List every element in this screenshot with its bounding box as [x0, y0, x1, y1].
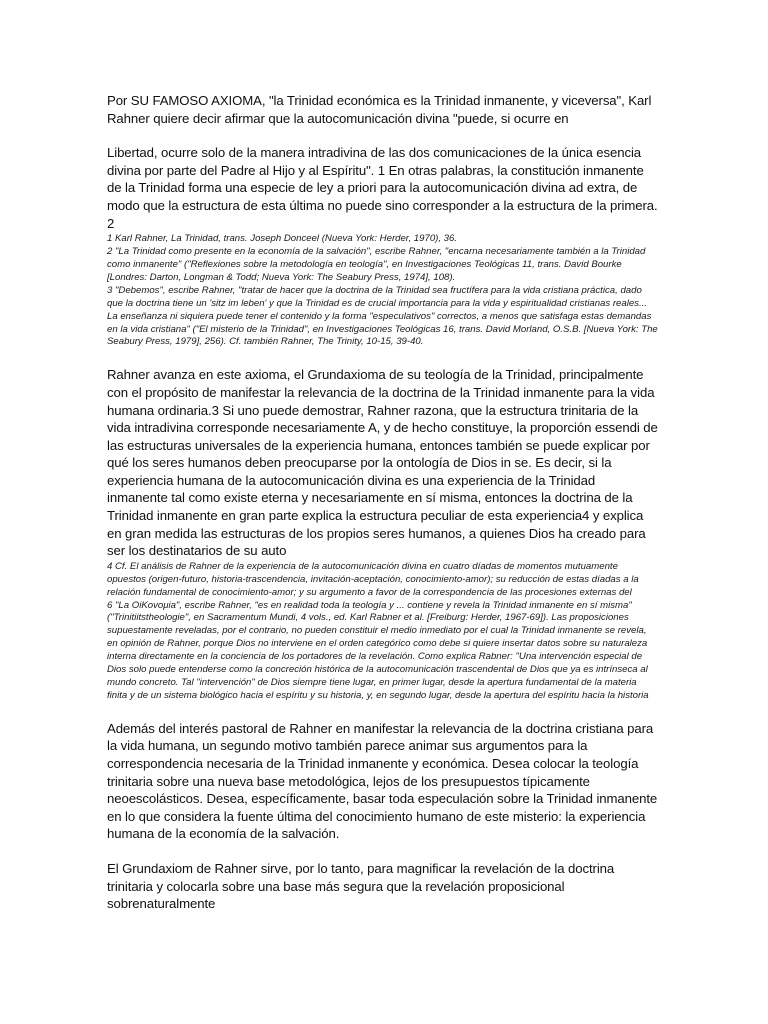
footnote-1: 1 Karl Rahner, La Trinidad, trans. Joseph Donceel (Nueva York: Herder, 1970), 36. [107, 233, 458, 245]
footnotes-block-2 [107, 561, 659, 703]
paragraph-libertad: Libertad, ocurre solo de la manera intradivina de las dos comunicaciones de la única esencia divina por parte del Padre al Hijo y al Espíritu". 1 En otras palabras, la constitución inmanente de la Trinidad forma una especie de ley a priori para la autocomunicación divina ad extra, de modo que la estructura de esta última no puede sino corresponder a la estructura de la primera. 2 [107, 145, 658, 231]
document-page [107, 92, 659, 913]
paragraph-grundaxiom: El Grundaxiom de Rahner sirve, por lo tanto, para magnificar la revelación de la doctrina trinitaria y colocarla sobre una base más segura que la revelación proposicional sobrenaturalmente [107, 860, 615, 912]
footnote-4: 4 Cf. El análisis de Rahner de la experiencia de la autocomunicación divina en cuatro díadas de momentos mutuamente opuestos (origen-futuro, historia-trascendencia, invitación-aceptación, conocimiento-amor); su reducción de estas díadas a la relación fundamental de conocimiento-amor; y su argumento a favor de la correspondencia de las procesiones externas del [107, 560, 639, 598]
footnote-3: 3 "Debemos", escribe Rahner, "tratar de hacer que la doctrina de la Trinidad sea fructífera para la vida cristiana práctica, dado que la doctrina tiene un 'sitz im leben' y que la Trinidad es de crucial importancia para la vida y espiritualidad cristianas reales... La enseñanza ni siquiera puede tener el contenido y la forma "especulativos" correctos, a menos que satisfaga estas demandas en la vida cristiana" ("El misterio de la Trinidad", en Investigaciones Teológicas 16, trans. David Morland, O.S.B. [Nueva York: The Seabury Press, 1979], 256). Cf. también Rahner, The Trinity, 10-15, 39-40. [107, 284, 658, 348]
paragraph-intro: Por SU FAMOSO AXIOMA, "la Trinidad económica es la Trinidad inmanente, y viceversa", Karl Rahner quiere decir afirmar que la autocomunicación divina "puede, si ocurre en [107, 93, 652, 126]
footnote-6: 6 "La OiKovoμia", escribe Rahner, "es en realidad toda la teología y ... contiene y revela la Trinidad inmanente en sí misma" ("Trinitiitstheologie", en Sacramentum Mundi, 4 vols., ed. Karl Rabner et al. [Freiburg: Herder, 1967-69]). Las proposiciones supuestamente reveladas, por el contrario, no pueden constituir el medio inmediato por el cual la Trinidad inmanente se revela, en opinión de Rahner, porque Dios no interviene en el orden categórico como debe si quiere insertar datos sobre su naturaleza interna directamente en la conciencia de los portadores de la revelación. Como explica Rabner: "Una intervención especial de Dios solo puede entenderse como la concreción histórica de la autocomunicación trascendental de Dios que ya es intrínseca al mundo concreto. Tal "intervención" de Dios siempre tiene lugar, en primer lugar, desde la apertura fundamental de la materia finita y de un sistema biológico hacia el espíritu y su historia, y, en segundo lugar, desde la apertura del espíritu hacia la historia [107, 599, 649, 701]
paragraph-pastoral: Además del interés pastoral de Rahner en manifestar la relevancia de la doctrina cristiana para la vida humana, un segundo motivo también parece animar sus argumentos para la correspondencia necesaria de la Trinidad inmanente y económica. Desea colocar la teología trinitaria sobre una nueva base metodológica, lejos de los presupuestos típicamente neoescolásticos. Desea, específicamente, basar toda especulación sobre la Trinidad inmanente en lo que considera la fuente última del conocimiento humano de este misterio: la experiencia humana de la economía de la salvación. [107, 720, 658, 842]
footnote-2: 2 "La Trinidad como presente en la economía de la salvación", escribe Rahner, "encarna necesariamente también a la Trinidad como inmanente" ("Reflexiones sobre la metodología en teología", en Investigaciones Teológicas 11, trans. David Bourke [Londres: Darton, Longman & Todd; Nueva York: The Seabury Press, 1974], 108). [107, 246, 646, 283]
footnotes-block-1 [107, 233, 659, 349]
paragraph-grundaxioma: Rahner avanza en este axioma, el Grundaxioma de su teología de la Trinidad, principalmente con el propósito de manifestar la relevancia de la doctrina de la Trinidad inmanente para la vida humana ordinaria.3 Si uno puede demostrar, Rahner razona, que la estructura trinitaria de la vida intradivina corresponde necesariamente A, y de hecho constituye, la proporción essendi de las estructuras universales de la experiencia humana, entonces también se puede explicar por qué los seres humanos deben preocuparse por la ontología de Dios in se. Es decir, si la experiencia humana de la autocomunicación divina es una experiencia de la Trinidad inmanente tal como existe eterna y necesariamente en sí misma, entonces la doctrina de la Trinidad inmanente en gran parte explica la estructura peculiar de esta experiencia4 y explica en gran medida las estructuras de los propios seres humanos, a quienes Dios ha creado para ser los destinatarios de su auto [107, 367, 658, 559]
